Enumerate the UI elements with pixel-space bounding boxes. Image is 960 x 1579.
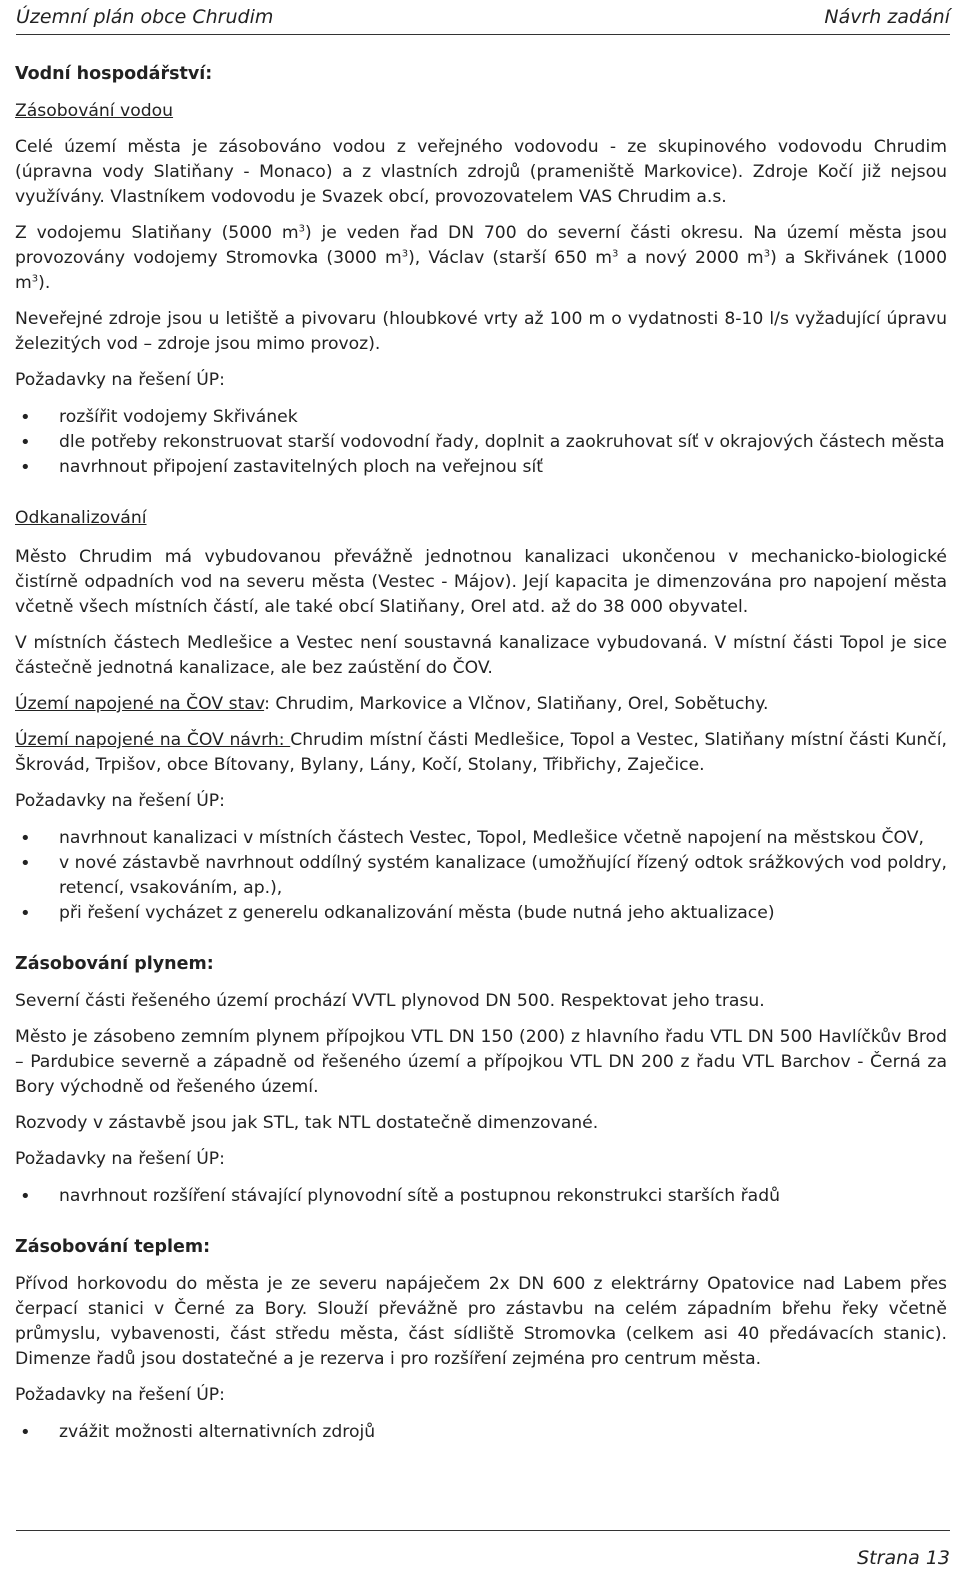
section-heading-water: Vodní hospodářství: bbox=[15, 64, 213, 84]
page-footer bbox=[16, 1530, 950, 1571]
paragraph: Rozvody v zástavbě jsou jak STL, tak NTL dostatečně dimenzované. bbox=[15, 1113, 599, 1133]
list-item: • zvážit možnosti alternativních zdrojů bbox=[15, 1420, 947, 1445]
requirements-label: Požadavky na řešení ÚP: bbox=[15, 791, 225, 811]
paragraph: Celé území města je zásobováno vodou z veřejného vodovodu - ze skupinového vodovodu Chrudim (úpravna vody Slatiňany - Monaco) a z vlastních zdrojů (prameniště Markovice). Zdroje Kočí již nejsou využívány. Vlastníkem vodovodu je Svazek obcí, provozovatelem VAS Chrudim a.s. bbox=[15, 137, 947, 207]
document-title: Územní plán obce Chrudim bbox=[16, 6, 274, 28]
paragraph: Město je zásobeno zemním plynem přípojkou VTL DN 150 (200) z hlavního řadu VTL DN 500 Havlíčkův Brod – Pardubice severně a západně od řešeného území a přípojkou VTL DN 200 z řadu VTL Barchov - Černá za Bory východně od řešeného území. bbox=[15, 1027, 947, 1097]
list-item: • v nové zástavbě navrhnout oddílný systém kanalizace (umožňující řízený odtok srážkových vod poldry, retencí, vsakováním, ap.), bbox=[15, 851, 947, 901]
paragraph: Severní části řešeného území prochází VVTL plynovod DN 500. Respektovat jeho trasu. bbox=[15, 991, 765, 1011]
paragraph: Neveřejné zdroje jsou u letiště a pivovaru (hloubkové vrty až 100 m o vydatnosti 8-10 l/s vyžadující úpravu železitých vod – zdroje jsou mimo provoz). bbox=[15, 309, 947, 354]
list-item: • dle potřeby rekonstruovat starší vodovodní řady, doplnit a zaokruhovat síť v okrajových částech města bbox=[15, 430, 947, 455]
page-number: Strana 13 bbox=[857, 1547, 950, 1569]
requirements-list bbox=[15, 405, 947, 480]
section-heading-gas: Zásobování plynem: bbox=[15, 954, 214, 974]
requirements-list bbox=[15, 1420, 947, 1445]
requirements-label: Požadavky na řešení ÚP: bbox=[15, 1149, 225, 1169]
list-item: • navrhnout připojení zastavitelných ploch na veřejnou síť bbox=[15, 455, 947, 480]
requirements-label: Požadavky na řešení ÚP: bbox=[15, 370, 225, 390]
subsection-title-water-supply: Zásobování vodou bbox=[15, 101, 174, 121]
document-type: Návrh zadání bbox=[824, 6, 950, 28]
paragraph: Z vodojemu Slatiňany (5000 $m^3$) je veden řad DN 700 do severní části okresu. Na území města jsou provozovány vodojemy Stromovka (3000 $m^3$), Václav (starší 650 $m^3$ a nový 2000 $m^3$) a Skřivánek (1000 $m^3$). bbox=[15, 223, 947, 293]
list-item: • navrhnout kanalizaci v místních částech Vestec, Topol, Medlešice včetně napojení na městskou ČOV, bbox=[15, 826, 947, 851]
list-item: • navrhnout rozšíření stávající plynovodní sítě a postupnou rekonstrukci starších řadů bbox=[15, 1184, 947, 1209]
paragraph: Území napojené na ČOV stav: Chrudim, Markovice a Vlčnov, Slatiňany, Orel, Sobětuchy. bbox=[15, 694, 769, 714]
document-body bbox=[15, 62, 947, 1457]
section-heading-heat: Zásobování teplem: bbox=[15, 1237, 211, 1257]
requirements-label: Požadavky na řešení ÚP: bbox=[15, 1385, 225, 1405]
paragraph: Přívod horkovodu do města je ze severu napáječem 2x DN 600 z elektrárny Opatovice nad Labem přes čerpací stanici v Černé za Bory. Slouží převážně pro zástavbu na celém západním břehu řeky včetně průmyslu, vybavenosti, část středu města, část sídliště Stromovka (celkem asi 40 předávacích stanic). Dimenze řadů jsou dostatečné a je rezerva i pro rozšíření zejména pro centrum města. bbox=[15, 1274, 947, 1369]
page-header bbox=[16, 4, 950, 35]
paragraph: V místních částech Medlešice a Vestec není soustavná kanalizace vybudovaná. V místní části Topol je sice částečně jednotná kanalizace, ale bez zaústění do ČOV. bbox=[15, 633, 947, 678]
subsection-title-sewer: Odkanalizování bbox=[15, 508, 147, 528]
list-item: • při řešení vycházet z generelu odkanalizování města (bude nutná jeho aktualizace) bbox=[15, 901, 947, 926]
requirements-list bbox=[15, 1184, 947, 1209]
paragraph: Území napojené na ČOV návrh: Chrudim místní části Medlešice, Topol a Vestec, Slatiňany místní části Kunčí, Škrovád, Trpišov, obce Bítovany, Bylany, Lány, Kočí, Stolany, Třibřichy, Zaječice. bbox=[15, 730, 947, 775]
paragraph: Město Chrudim má vybudovanou převážně jednotnou kanalizaci ukončenou v mechanicko-biologické čistírně odpadních vod na severu města (Vestec - Májov). Její kapacita je dimenzována pro napojení města včetně všech místních částí, ale také obcí Slatiňany, Orel atd. až do 38 000 obyvatel. bbox=[15, 547, 947, 617]
requirements-list bbox=[15, 826, 947, 926]
list-item: • rozšířit vodojemy Skřivánek bbox=[15, 405, 947, 430]
